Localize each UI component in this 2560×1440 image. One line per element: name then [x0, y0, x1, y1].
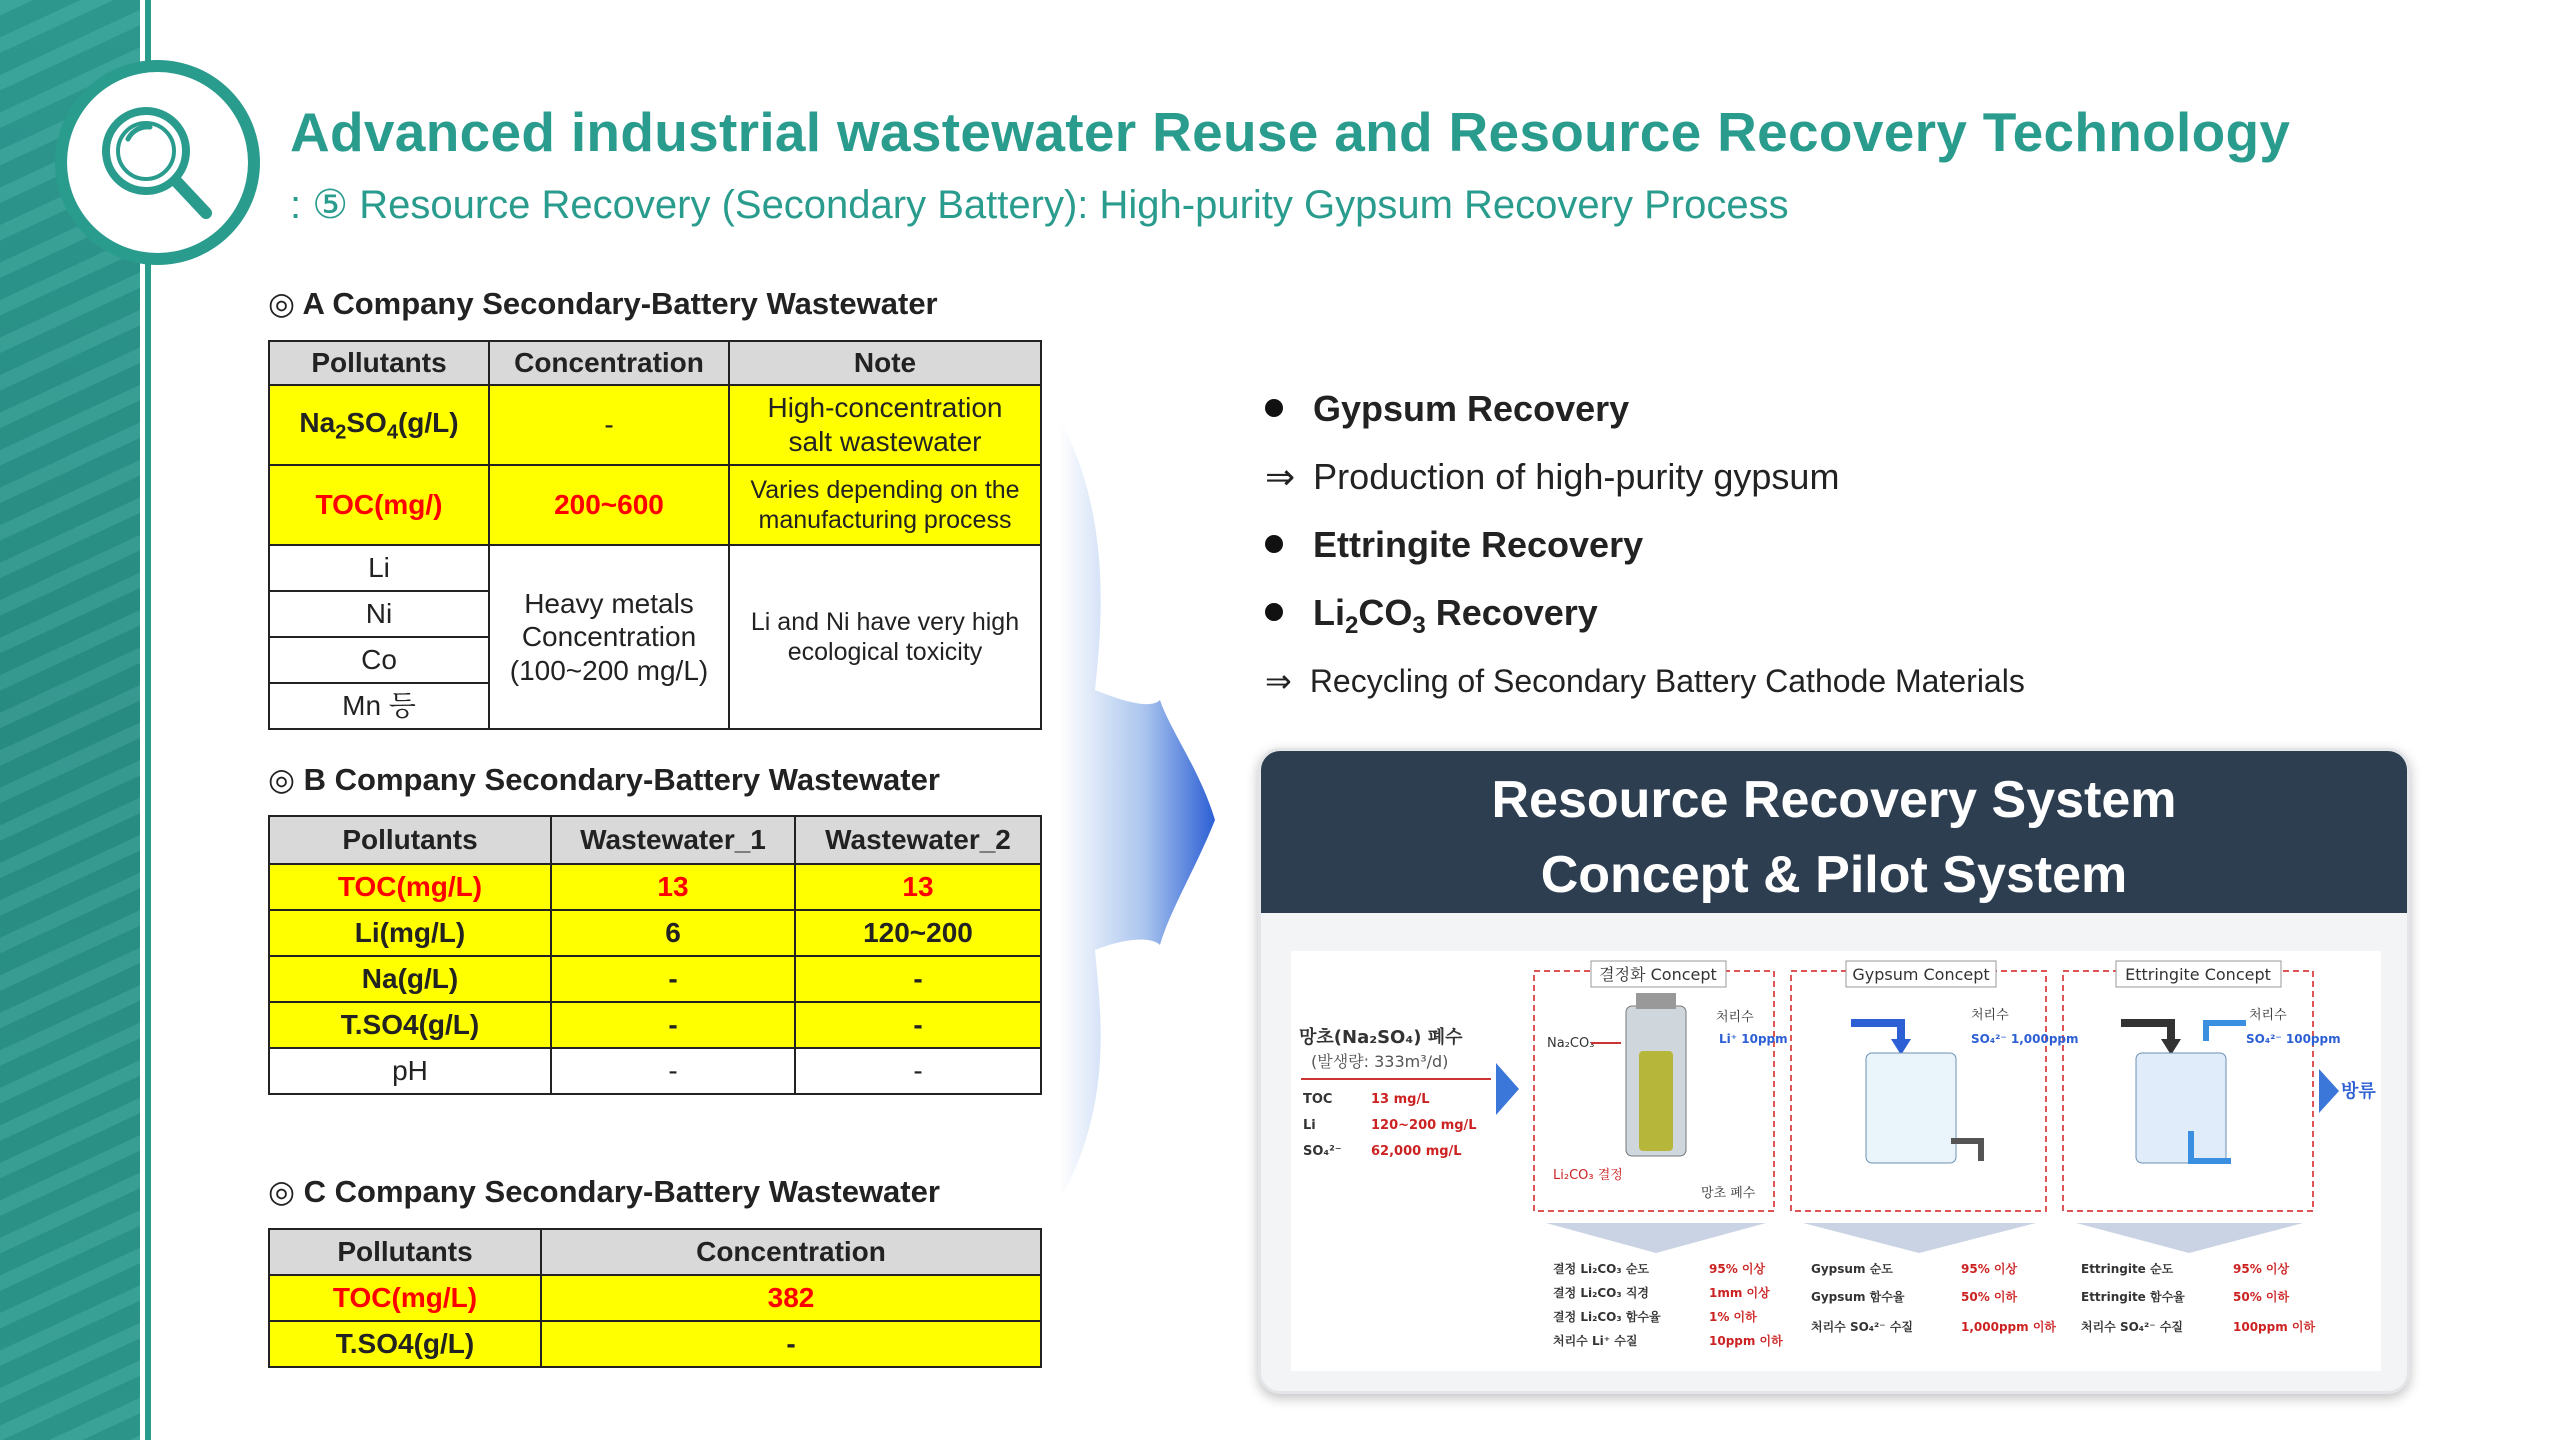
- header-pollutants: Pollutants: [269, 1229, 541, 1275]
- table-row: [269, 1048, 1041, 1094]
- cell-w2: -: [795, 956, 1041, 1002]
- gypsum-tank: [1866, 1053, 1956, 1163]
- panel-header: [1261, 751, 2407, 913]
- cell-w2: 120~200: [795, 910, 1041, 956]
- na2co3-label: Na₂CO₃: [1547, 1036, 1595, 1051]
- inflow-key: Li: [1303, 1118, 1316, 1133]
- res1-val: 1mm 이상: [1709, 1286, 1770, 1300]
- table-row: [269, 864, 1041, 910]
- inflow-val: 13 mg/L: [1371, 1092, 1430, 1107]
- cell-w1: 13: [551, 864, 795, 910]
- cell-w1: -: [551, 956, 795, 1002]
- magnifier-icon: [88, 93, 228, 233]
- cell-w1: -: [551, 1048, 795, 1094]
- cell-concentration: -: [541, 1321, 1041, 1367]
- table-row: [269, 1002, 1041, 1048]
- na2so4-pollutant: $Na_2SO_4(g/L)$: [269, 385, 489, 465]
- res2-val: 50% 이하: [1961, 1290, 2018, 1304]
- company-a-heading: ◎ A Company Secondary-Battery Wastewater: [268, 286, 938, 321]
- toc-concentration: 200~600: [489, 465, 729, 545]
- metals-note: Li and Ni have very high ecological toxicity: [729, 545, 1041, 729]
- na2so4-concentration: -: [489, 385, 729, 465]
- concept2-label: Gypsum Concept: [1852, 965, 1990, 984]
- res3-val: 95% 이상: [2233, 1262, 2290, 1276]
- cell-w1: 6: [551, 910, 795, 956]
- discharge-label: 방류: [2341, 1081, 2376, 1102]
- res1-key: 처리수 Li⁺ 수질: [1553, 1334, 1638, 1348]
- company-b-table: [268, 815, 1042, 1095]
- header-concentration: Concentration: [489, 341, 729, 385]
- table-row: [269, 1275, 1041, 1321]
- magnifier-logo: [67, 72, 248, 253]
- company-c-table: [268, 1228, 1042, 1368]
- treated-label-1: 처리수: [1716, 1010, 1754, 1025]
- so4-out2-label: SO₄²⁻ 100ppm: [2246, 1032, 2341, 1046]
- li-out-label: Li⁺ 10ppm: [1719, 1032, 1788, 1046]
- res3-val: 100ppm 이하: [2233, 1320, 2316, 1334]
- res2-val: 1,000ppm 이하: [1961, 1320, 2057, 1334]
- metal-co: Co: [269, 637, 489, 683]
- res2-val: 95% 이상: [1961, 1262, 2018, 1276]
- concept3-label: Ettringite Concept: [2125, 965, 2271, 984]
- ettringite-tank: [2136, 1053, 2226, 1163]
- table-row: [269, 910, 1041, 956]
- metal-mn: Mn 등: [269, 683, 489, 729]
- header-concentration: Concentration: [541, 1229, 1041, 1275]
- inflow-val: 120~200 mg/L: [1371, 1118, 1477, 1133]
- cell-pollutant: T.SO4(g/L): [269, 1321, 541, 1367]
- table-row: [269, 956, 1041, 1002]
- resource-recovery-panel: [1258, 748, 2410, 1394]
- res1-key: 결정 Li₂CO₃ 순도: [1553, 1262, 1650, 1276]
- cell-pollutant: T.SO4(g/L): [269, 1002, 551, 1048]
- res3-key: 처리수 SO₄²⁻ 수질: [2081, 1320, 2184, 1334]
- na2so4-note: High-concentration salt wastewater: [729, 385, 1041, 465]
- bullet-dot: [1265, 603, 1283, 621]
- table-row: [269, 1321, 1041, 1367]
- waste-label: 망초 폐수: [1701, 1186, 1756, 1201]
- treated-label-2: 처리수: [1971, 1008, 2009, 1023]
- bullet-ettringite: Ettringite Recovery: [1265, 524, 1643, 566]
- header-note: Note: [729, 341, 1041, 385]
- cell-concentration: 382: [541, 1275, 1041, 1321]
- cell-pollutant: TOC(mg/L): [269, 864, 551, 910]
- header-wastewater-2: Wastewater_2: [795, 816, 1041, 864]
- res3-key: Ettringite 함수율: [2081, 1290, 2185, 1304]
- toc-pollutant: TOC(mg/): [269, 465, 489, 545]
- company-c-heading: ◎ C Company Secondary-Battery Wastewater: [268, 1174, 940, 1209]
- inflow-sub: (발생량: 333m³/d): [1311, 1052, 1449, 1071]
- bullet-gypsum-sub: ⇒ Production of high-purity gypsum: [1265, 456, 1840, 497]
- toc-note: Varies depending on the manufacturing process: [729, 465, 1041, 545]
- flow-arrow: [1020, 400, 1250, 1220]
- page-title: Advanced industrial wastewater Reuse and Resource Recovery Technology: [290, 101, 2291, 163]
- res1-val: 10ppm 이하: [1709, 1334, 1783, 1348]
- bullet-gypsum: Gypsum Recovery: [1265, 388, 1629, 430]
- res3-key: Ettringite 순도: [2081, 1262, 2174, 1276]
- res2-key: Gypsum 순도: [1811, 1262, 1893, 1276]
- cell-w2: -: [795, 1048, 1041, 1094]
- header-pollutants: Pollutants: [269, 341, 489, 385]
- cell-pollutant: Li(mg/L): [269, 910, 551, 956]
- res1-val: 1% 이하: [1709, 1310, 1757, 1324]
- cell-pollutant: Na(g/L): [269, 956, 551, 1002]
- li2co3-label: Li₂CO₃ 결정: [1553, 1168, 1623, 1183]
- treated-label-3: 처리수: [2249, 1008, 2287, 1023]
- metals-concentration: Heavy metals Concentration (100~200 mg/L): [489, 545, 729, 729]
- bullet-li2co3: $Li_2CO_3$ Recovery: [1265, 592, 1598, 640]
- panel-title-line1: Resource Recovery System: [1491, 771, 2177, 829]
- inflow-key: TOC: [1303, 1092, 1333, 1107]
- res1-key: 결정 Li₂CO₃ 함수율: [1553, 1310, 1661, 1324]
- header-wastewater-1: Wastewater_1: [551, 816, 795, 864]
- res2-key: Gypsum 함수율: [1811, 1290, 1905, 1304]
- cell-pollutant: TOC(mg/L): [269, 1275, 541, 1321]
- company-b-heading: ◎ B Company Secondary-Battery Wastewater: [268, 762, 940, 797]
- process-diagram: [1291, 951, 2381, 1371]
- concept1-label: 결정화 Concept: [1599, 965, 1717, 984]
- page-subtitle: : ⑤ Resource Recovery (Secondary Battery): High-purity Gypsum Recovery Process: [290, 183, 1789, 227]
- metal-ni: Ni: [269, 591, 489, 637]
- cell-w2: 13: [795, 864, 1041, 910]
- header-pollutants: Pollutants: [269, 816, 551, 864]
- inflow-title: 망초(Na₂SO₄) 폐수: [1299, 1027, 1463, 1048]
- res2-key: 처리수 SO₄²⁻ 수질: [1811, 1320, 1914, 1334]
- bullet-dot: [1265, 399, 1283, 417]
- so4-out-label: SO₄²⁻ 1,000ppm: [1971, 1032, 2079, 1046]
- company-a-table: [268, 340, 1042, 730]
- panel-title-line2: Concept & Pilot System: [1540, 846, 2128, 905]
- cell-pollutant: pH: [269, 1048, 551, 1094]
- cell-w2: -: [795, 1002, 1041, 1048]
- res1-val: 95% 이상: [1709, 1262, 1766, 1276]
- res3-val: 50% 이하: [2233, 1290, 2290, 1304]
- metal-li: Li: [269, 545, 489, 591]
- inflow-val: 62,000 mg/L: [1371, 1144, 1462, 1159]
- inflow-key: SO₄²⁻: [1303, 1144, 1342, 1159]
- bullet-dot: [1265, 535, 1283, 553]
- cell-w1: -: [551, 1002, 795, 1048]
- res1-key: 결정 Li₂CO₃ 직경: [1553, 1286, 1650, 1300]
- bullet-li2co3-sub: ⇒ Recycling of Secondary Battery Cathode Materials: [1265, 663, 2025, 699]
